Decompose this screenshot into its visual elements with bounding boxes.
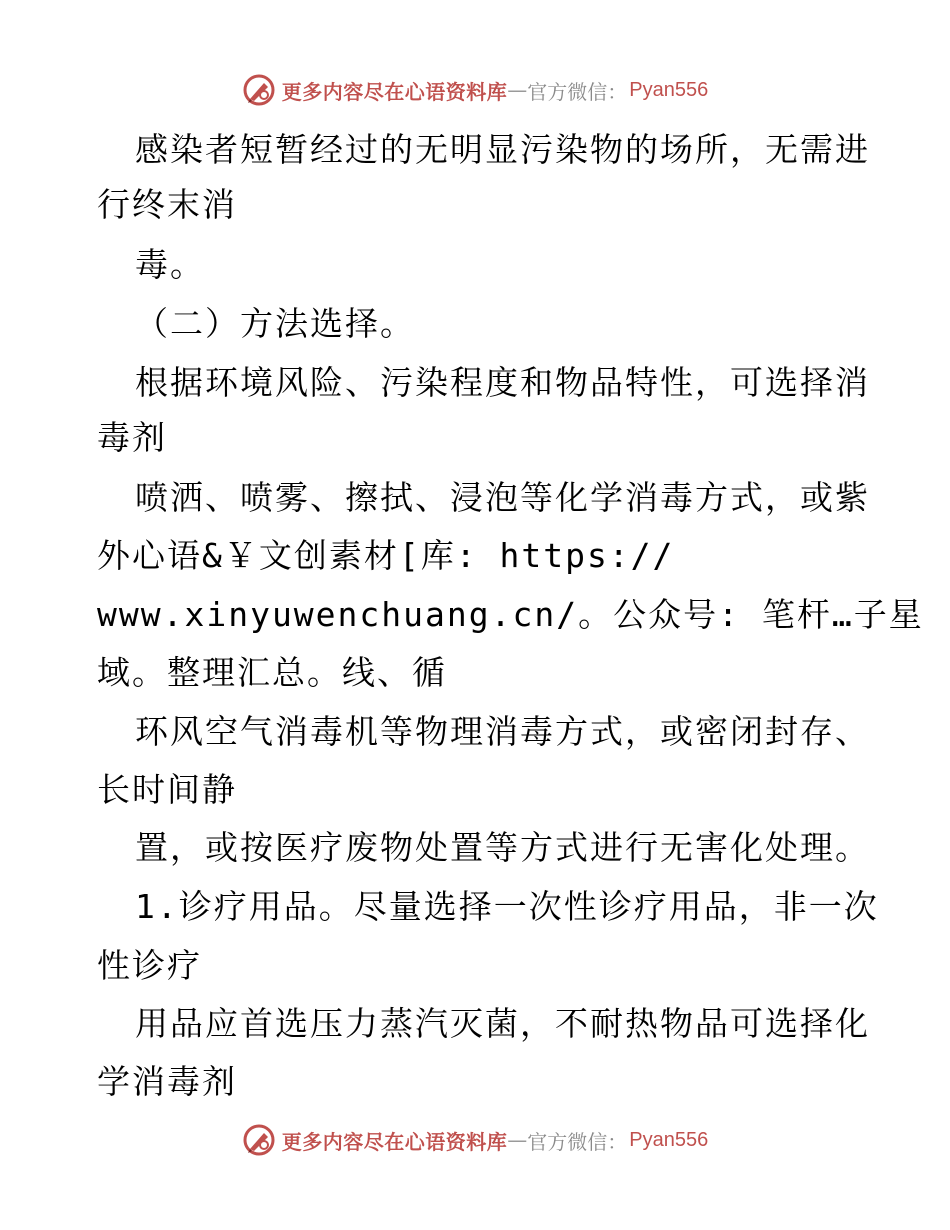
text-line: 性诊疗 xyxy=(97,946,202,985)
banner-wechat-id: Pyan556 xyxy=(629,78,709,101)
text-line: 域。整理汇总。线、循 xyxy=(97,653,447,692)
text-line: 行终末消 xyxy=(97,185,237,224)
text-line: 喷洒、喷雾、擦拭、浸泡等化学消毒方式，或紫 xyxy=(135,478,870,517)
text-line: 外心语&￥文创素材[库: https:// xyxy=(97,536,675,575)
text-line: 感染者短暂经过的无明显污染物的场所，无需进 xyxy=(135,130,870,169)
banner-wechat-label: 官方微信： xyxy=(527,79,628,104)
text-line: 用品应首选压力蒸汽灭菌，不耐热物品可选择化 xyxy=(135,1004,870,1043)
text-line: 根据环境风险、污染程度和物品特性，可选择消 xyxy=(135,363,870,402)
text-line: 环风空气消毒机等物理消毒方式，或密闭封存、 xyxy=(135,712,870,751)
header-watermark-banner xyxy=(0,70,950,110)
banner-wechat-label: 官方微信： xyxy=(527,1129,628,1154)
pen-logo-icon xyxy=(242,1123,276,1157)
text-line: 置，或按医疗废物处置等方式进行无害化处理。 xyxy=(135,828,870,867)
text-line: 长时间静 xyxy=(97,770,237,809)
text-line: www.xinyuwenchuang.cn/。公众号: 笔杆…子星 xyxy=(97,595,924,634)
text-line: （二）方法选择。 xyxy=(135,304,415,343)
banner-title: 更多内容尽在心语资料库 xyxy=(281,79,508,104)
banner-title: 更多内容尽在心语资料库 xyxy=(281,1129,508,1154)
text-line: 学消毒剂 xyxy=(97,1062,237,1101)
footer-watermark-banner xyxy=(0,1120,950,1160)
banner-dash: — xyxy=(507,1128,528,1152)
text-line: 毒。 xyxy=(135,245,205,284)
text-line: 1.诊疗用品。尽量选择一次性诊疗用品，非一次 xyxy=(135,887,879,926)
pen-logo-icon xyxy=(242,73,276,107)
banner-dash: — xyxy=(507,78,528,102)
banner-wechat-id: Pyan556 xyxy=(629,1128,709,1151)
text-line: 毒剂 xyxy=(97,418,167,457)
